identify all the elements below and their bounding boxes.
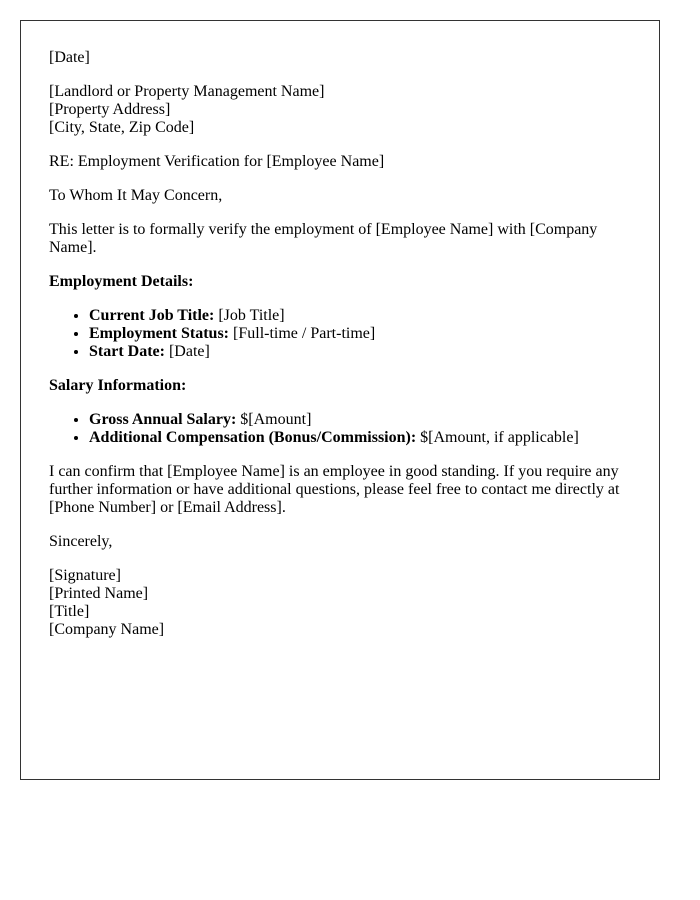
signature-placeholder: [Signature] xyxy=(49,567,121,584)
recipient-city-state-zip: [City, State, Zip Code] xyxy=(49,119,195,136)
intro-paragraph: This letter is to formally verify the employment of [Employee Name] with [Company Name]. xyxy=(49,221,598,256)
start-date-label: Start Date: xyxy=(89,343,165,360)
salary-information-heading-text: Salary Information: xyxy=(49,377,187,394)
employment-details-heading xyxy=(49,273,631,291)
salary-information-heading xyxy=(49,377,631,395)
recipient-address: [Property Address] xyxy=(49,101,171,118)
list-item-additional-compensation xyxy=(89,429,631,447)
signer-company: [Company Name] xyxy=(49,621,165,638)
gross-salary-value: $[Amount] xyxy=(236,411,312,428)
salutation: To Whom It May Concern, xyxy=(49,187,223,204)
signature-block xyxy=(49,567,631,639)
list-item-start-date xyxy=(89,343,631,361)
salary-information-list xyxy=(49,411,631,447)
list-item-gross-salary xyxy=(89,411,631,429)
gross-salary-label: Gross Annual Salary: xyxy=(89,411,237,428)
employment-status-label: Employment Status: xyxy=(89,325,230,342)
additional-compensation-label: Additional Compensation (Bonus/Commission): xyxy=(89,429,417,446)
job-title-value: [Job Title] xyxy=(214,307,285,324)
job-title-label: Current Job Title: xyxy=(89,307,215,324)
recipient-name: [Landlord or Property Management Name] xyxy=(49,83,325,100)
employment-details-list xyxy=(49,307,631,361)
additional-compensation-value: $[Amount, if applicable] xyxy=(416,429,579,446)
letter-page xyxy=(20,20,660,780)
letter-date: [Date] xyxy=(49,49,90,66)
list-item-job-title xyxy=(89,307,631,325)
start-date-value: [Date] xyxy=(164,343,210,360)
printed-name: [Printed Name] xyxy=(49,585,149,602)
signer-title: [Title] xyxy=(49,603,90,620)
recipient-address-block xyxy=(49,83,631,137)
list-item-employment-status xyxy=(89,325,631,343)
employment-status-value: [Full-time / Part-time] xyxy=(229,325,376,342)
subject-line: RE: Employment Verification for [Employee Name] xyxy=(49,153,385,170)
closing-paragraph: I can confirm that [Employee Name] is an employee in good standing. If you require any further information or have additional questions, please feel free to contact me directly at [Phone Number] or [Email Address]. xyxy=(49,463,620,516)
sign-off: Sincerely, xyxy=(49,533,113,550)
employment-details-heading-text: Employment Details: xyxy=(49,273,194,290)
